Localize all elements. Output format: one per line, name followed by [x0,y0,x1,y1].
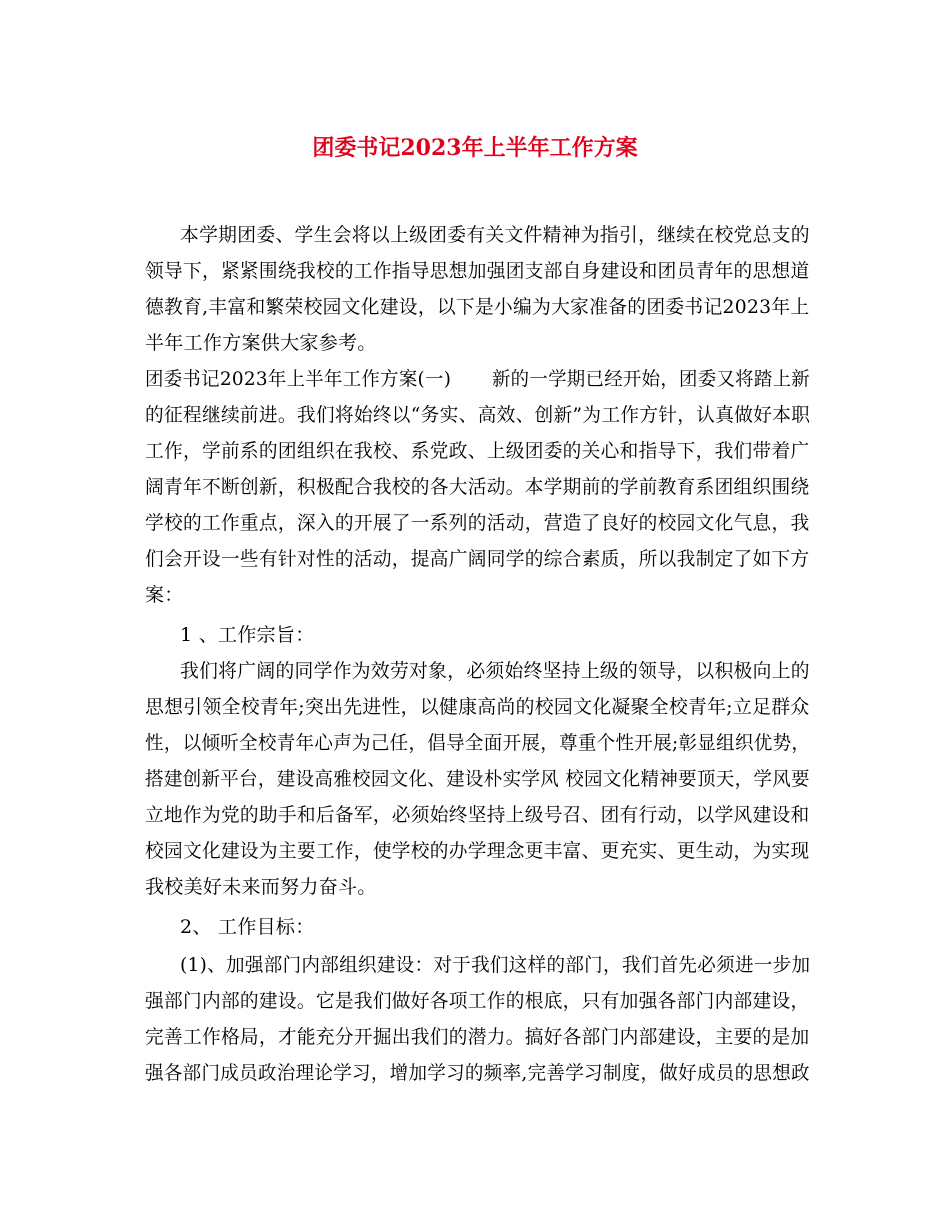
paragraph-line: 德教育,丰富和繁荣校园文化建设，以下是小编为大家准备的团委书记2023年上 [145,296,810,318]
subheading-purpose: 1 、工作宗旨： [180,624,315,646]
paragraph-line: 案： [145,584,184,606]
section-heading-line [145,366,810,392]
paragraph-line: 们会开设一些有针对性的活动，提高广阔同学的综合素质，所以我制定了如下方 [145,548,810,570]
paragraph-line: 学校的工作重点，深入的开展了一系列的活动，营造了良好的校园文化气息，我 [145,512,810,534]
section-heading: 团委书记2023年上半年工作方案(一) [145,368,452,390]
paragraph-line: 思想引领全校青年;突出先进性，以健康高尚的校园文化凝聚全校青年;立足群众 [145,696,810,718]
paragraph-line: 工作，学前系的团组织在我校、系党政、上级团委的关心和指导下，我们带着广 [145,440,810,462]
paragraph-line: 强各部门成员政治理论学习，增加学习的频率,完善学习制度，做好成员的思想政 [145,1062,810,1084]
paragraph-line: 半年工作方案供大家参考。 [145,332,377,354]
paragraph-line: 领导下，紧紧围绕我校的工作指导思想加强团支部自身建设和团员青年的思想道 [145,260,810,282]
document-title: 团委书记2023年上半年工作方案 [312,135,638,161]
paragraph-line: 本学期团委、学生会将以上级团委有关文件精神为指引，继续在校党总支的 [180,224,810,246]
section-intro-text: 新的一学期已经开始，团委又将踏上新 [491,368,811,390]
subheading-goals: 2、 工作目标： [180,916,315,938]
paragraph-line: 完善工作格局，才能充分开掘出我们的潜力。搞好各部门内部建设，主要的是加 [145,1026,810,1048]
paragraph-line: 我们将广阔的同学作为效劳对象，必须始终坚持上级的领导，以积极向上的 [180,660,810,682]
paragraph-line: 立地作为党的助手和后备军，必须始终坚持上级号召、团有行动，以学风建设和 [145,804,810,826]
paragraph-line: 搭建创新平台，建设高雅校园文化、建设朴实学风 校园文化精神要顶天，学风要 [145,768,810,790]
paragraph-line: 校园文化建设为主要工作，使学校的办学理念更丰富、更充实、更生动，为实现 [145,840,810,862]
paragraph-line: 性，以倾听全校青年心声为己任，倡导全面开展，尊重个性开展;彰显组织优势， [145,732,811,754]
paragraph-line: 的征程继续前进。我们将始终以“务实、高效、创新”为工作方针，认真做好本职 [145,404,811,426]
paragraph-line: (1)、加强部门内部组织建设：对于我们这样的部门，我们首先必须进一步加 [180,954,811,976]
paragraph-line: 强部门内部的建设。它是我们做好各项工作的根底，只有加强各部门内部建设， [145,990,810,1012]
paragraph-line: 我校美好未来而努力奋斗。 [145,876,377,898]
paragraph-line: 阔青年不断创新，积极配合我校的各大活动。本学期前的学前教育系团组织围绕 [145,476,810,498]
